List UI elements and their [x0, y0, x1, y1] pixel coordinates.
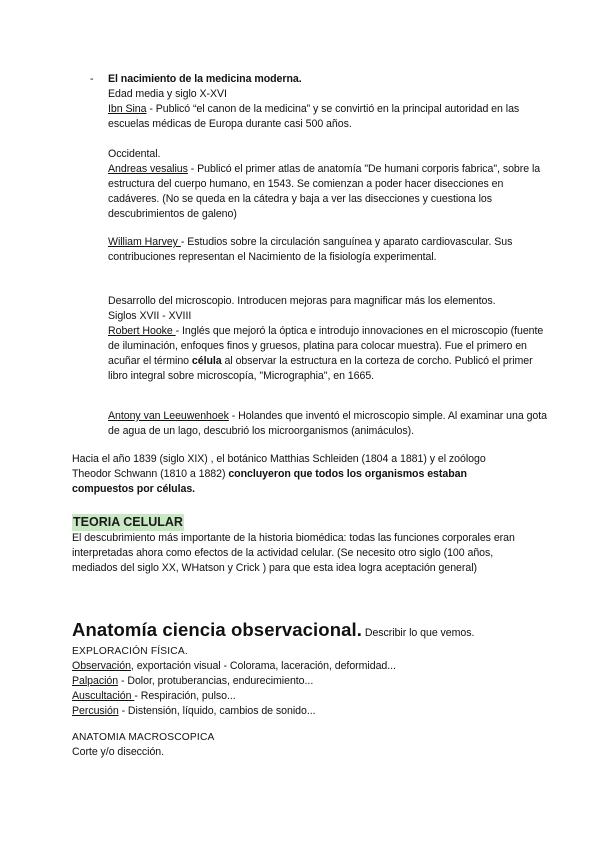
microscope-centuries: Siglos XVII - XVIII: [108, 310, 192, 322]
leeuwenhoek-paragraph: [108, 409, 548, 439]
palpacion-text: - Dolor, protuberancias, endurecimiento...: [118, 675, 314, 687]
leeuwenhoek-name: Antony van Leeuwenhoek: [108, 410, 229, 422]
anatomia-block: [72, 618, 542, 719]
hooke-paragraph: [108, 324, 548, 384]
observacion-name: Observación: [72, 660, 131, 672]
auscultacion-name: Auscultación: [72, 690, 135, 702]
harvey-block: [108, 235, 548, 265]
exploracion-list: [72, 644, 542, 719]
teoria-block: [72, 513, 532, 576]
vesalius-text: - Publicó el primer atlas de anatomía "De humani corporis fabrica", sobre la estructura del cuerpo humano, en 1543. Se comienzan a poder hacer disecciones en cadáveres. (No se queda en la cátedra y baja a ver las disecciones y cuestiona los descubrimientos de galeno): [108, 163, 541, 220]
teoria-heading: TEORIA CELULAR: [73, 515, 183, 529]
harvey-paragraph: [108, 235, 548, 265]
ibn-sina-text: - Publicó “el canon de la medicina” y se convirtió en la principal autoridad en las escuelas médicas de Europa durante casi 500 años.: [108, 103, 520, 130]
palpacion-name: Palpación: [72, 675, 119, 687]
section-title: El nacimiento de la medicina moderna.: [108, 73, 302, 85]
vesalius-name: Andreas vesalius: [108, 163, 188, 175]
hooke-bold-term: célula: [191, 355, 222, 367]
occidental-block: [108, 147, 548, 222]
ibn-sina-paragraph: [108, 102, 548, 132]
vesalius-paragraph: [108, 162, 548, 222]
corte-text: Corte y/o disección.: [72, 746, 165, 758]
teoria-paragraph: El descubrimiento más importante de la historia biomédica: todas las funciones corporales eran interpretadas ahora como efectos de la actividad celular. (Se necesito otro siglo (100 años, mediados del siglo XX, WHatson y Crick ) para que esta idea logra aceptación general): [72, 532, 515, 574]
microscope-block: [108, 294, 548, 384]
schleiden-paragraph: [72, 452, 522, 497]
macroscopica-label: ANATOMIA MACROSCOPICA: [72, 732, 215, 743]
hooke-text-1: - Inglés que mejoró la óptica e introdujo innovaciones en el microscopio (fuente de iluminación, enfoques finos y gruesos, platina para colocar muestra). Fue el primero en acuñar el término: [108, 325, 544, 367]
macroscopica-block: [72, 730, 532, 760]
list-item: [72, 674, 542, 689]
anatomia-heading: Anatomía ciencia observacional.: [72, 619, 362, 640]
observacion-text: , exportación visual - Colorama, laceración, deformidad...: [130, 660, 396, 672]
schleiden-bold: concluyeron que todos los organismos estaban compuestos por células.: [72, 468, 467, 495]
occidental-label: Occidental.: [108, 148, 161, 160]
auscultacion-text: - Respiración, pulso...: [134, 690, 236, 702]
schleiden-text: Hacia el año 1839 (siglo XIX) , el botánico Matthias Schleiden (1804 a 1881) y el zoólogo Theodor Schwann (1810 a 1882): [72, 453, 486, 480]
anatomia-heading-tail: Describir lo que vemos.: [361, 627, 475, 639]
hooke-name: Robert Hooke: [108, 325, 176, 337]
leeuwenhoek-block: [108, 409, 548, 439]
harvey-name: William Harvey: [108, 236, 181, 248]
section-subtitle: Edad media y siglo X-XVI: [108, 88, 227, 100]
percusion-name: Percusión: [72, 705, 119, 717]
microscope-intro: Desarrollo del microscopio. Introducen mejoras para magnificar más los elementos.: [108, 295, 496, 307]
list-item: [72, 704, 542, 719]
ibn-sina-name: Ibn Sina: [108, 103, 147, 115]
harvey-text: - Estudios sobre la circulación sanguínea y aparato cardiovascular. Sus contribuciones representan el Nacimiento de la fisiología experimental.: [108, 236, 513, 263]
leeuwenhoek-text: - Holandes que inventó el microscopio simple. Al examinar una gota de agua de un lago, descubrió los microorganismos (animáculos).: [108, 410, 547, 437]
list-item: [72, 689, 542, 704]
anatomia-heading-line: [72, 618, 542, 644]
exploracion-label: EXPLORACIÓN FÍSICA.: [72, 646, 188, 657]
schleiden-block: [72, 452, 522, 497]
history-block: [108, 72, 548, 132]
list-item: [72, 659, 542, 674]
list-bullet: -: [90, 73, 94, 85]
percusion-text: - Distensión, líquido, cambios de sonido...: [118, 705, 316, 717]
hooke-text-2: al observar la estructura en la corteza de corcho. Publicó el primer libro integral sobre microscopía, "Micrographia", en 1665.: [108, 355, 533, 382]
